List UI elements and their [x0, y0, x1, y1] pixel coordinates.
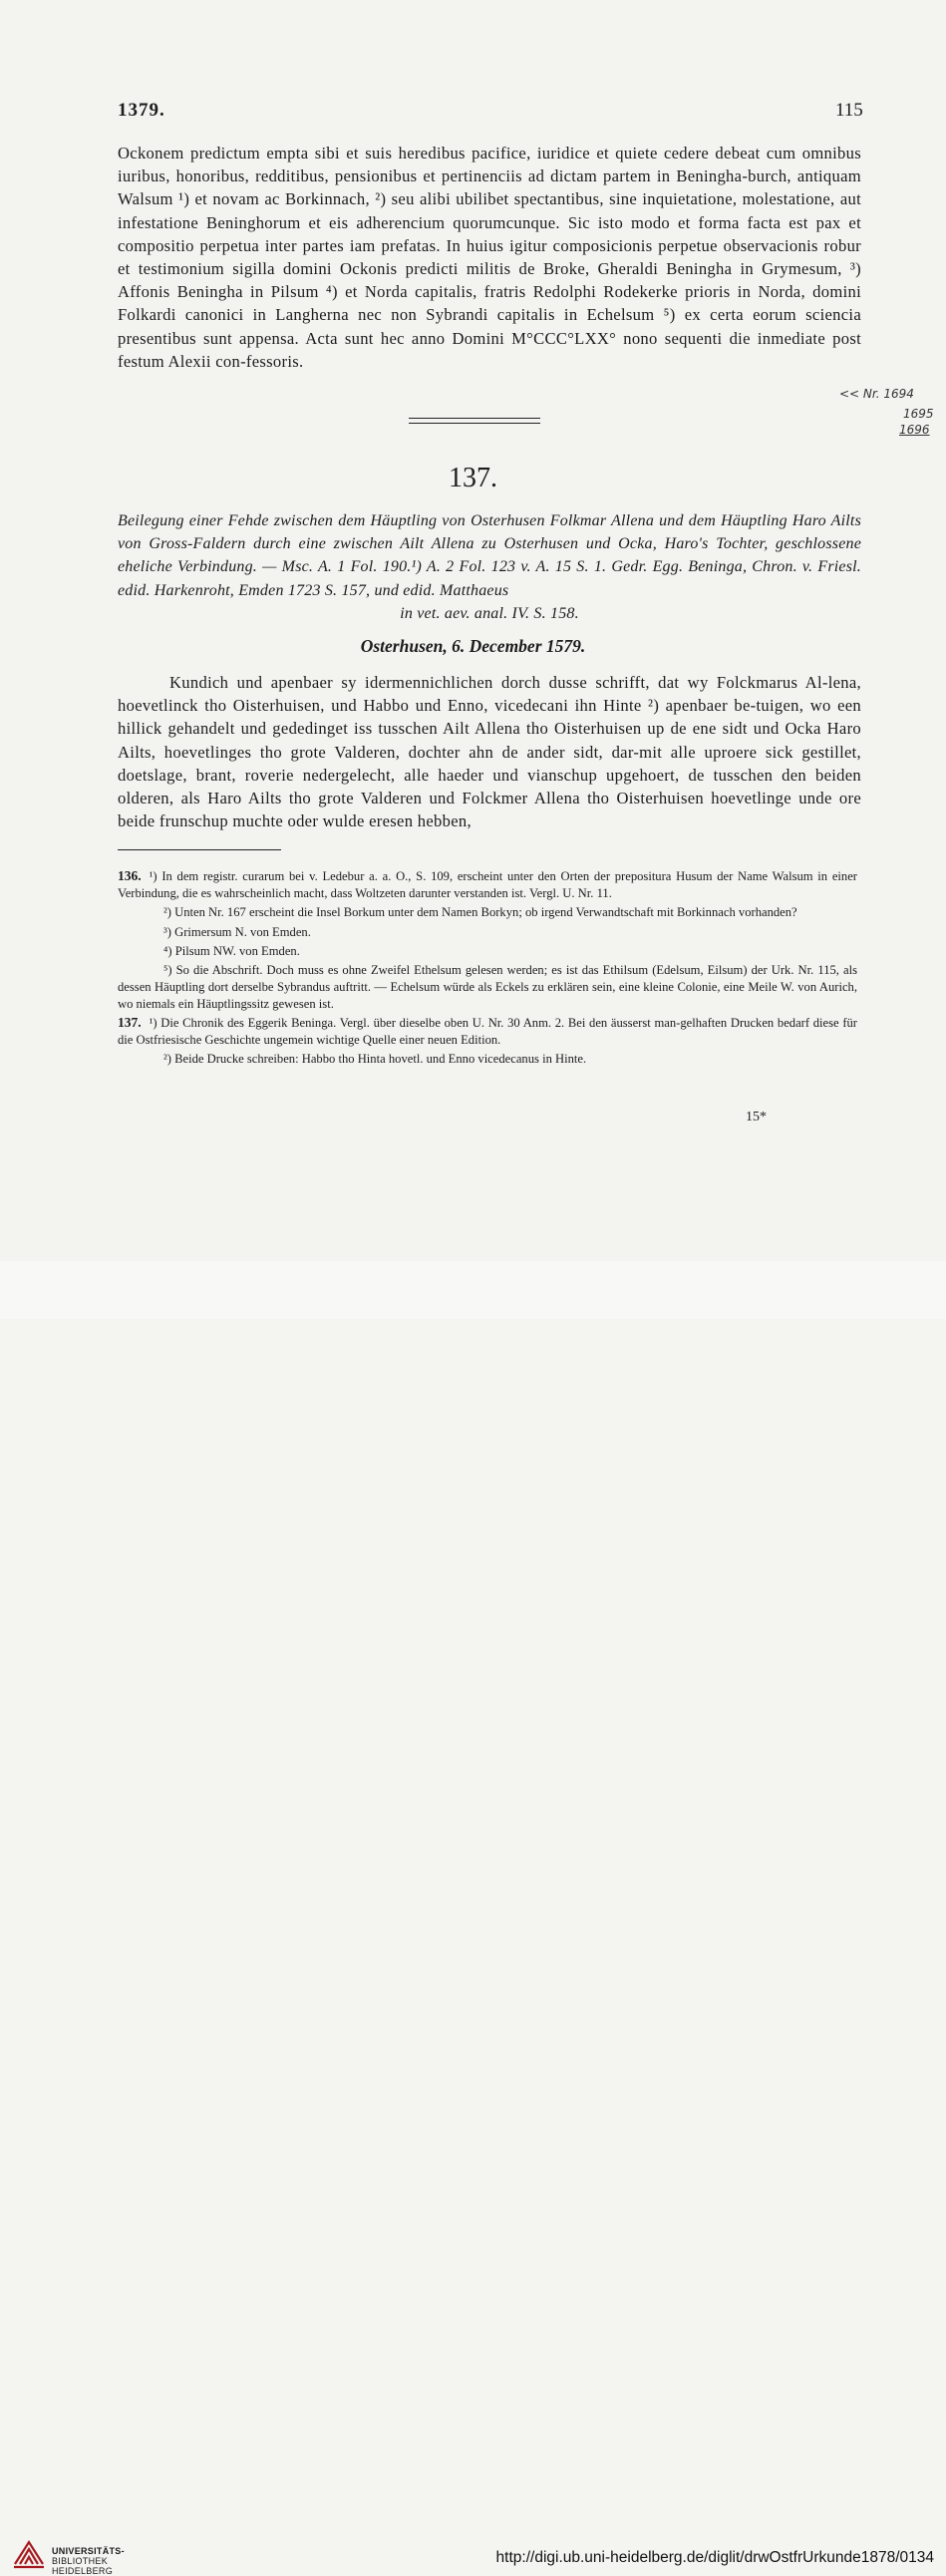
footnote-rule: [118, 849, 281, 850]
footnote-137-label: 137.: [118, 1014, 142, 1030]
margin-note-3: 1696: [899, 423, 930, 437]
library-name-line2: BIBLIOTHEK: [52, 2556, 109, 2566]
place-date-heading: Osterhusen, 6. December 1579.: [360, 636, 586, 656]
regest-last-line: in vet. aev. anal. IV. S. 158.: [400, 604, 579, 622]
footnote-136-label: 136.: [118, 868, 142, 883]
footnote-137-2: ²) Beide Drucke schreiben: Habbo tho Hinta hovetl. und Enno vicedecanus in Hinte.: [163, 1052, 587, 1067]
footnote-137-1: [118, 1014, 857, 1049]
viewer-footer: [0, 1261, 946, 2576]
footnote-136-2: ²) Unten Nr. 167 erscheint die Insel Borkum unter dem Namen Borkyn; ob irgend Verwandtschaft mit Borkinnach vorhanden?: [163, 905, 797, 920]
running-head-year: 1379.: [118, 100, 165, 121]
library-name-line1: UNIVERSITÄTS-: [52, 2546, 125, 2556]
intro-paragraph: [118, 142, 861, 373]
document-paragraph: Kundich und apenbaer sy idermennichlichen dorch dusse schrifft, dat wy Folckmarus Al-lena, hoevetlinck tho Oisterhuisen, und Habbo und Enno, vicedecani ihn Hinte ²) apenbaer be-tuigen, wo een hillick gehandelt und gededinget iss tusschen Ailt Allena tho Oisterhuisen up de ene sidt und Ocka Haro Ailts, hoevetlinges tho grote Valderen, dochter ahn de ander sidt, dar-mit alle uproere sick gestillet, doetslage, brant, roverie nedergelecht, alle haeder und vianschup upgehoert, de tusschen den beiden olderen, als Haro Ailts tho grote Valderen und Folckmer Allena tho Oisterhuisen hoevetlinge unde ore beide frunschup muchte oder wulde eresen hebben,: [118, 673, 861, 831]
footnote-136-3: ³) Grimersum N. von Emden.: [163, 924, 311, 939]
page-number: 115: [835, 100, 863, 121]
footnotes: [118, 867, 857, 1068]
library-name[interactable]: [52, 2546, 125, 2576]
regest: [118, 509, 861, 625]
footnote-136-5: ⁵) So die Abschrift. Doch muss es ohne Zweifel Ethelsum gelesen werden; es ist das Ethilsum (Edelsum, Eilsum) der Urk. Nr. 115, als dessen Häuptling dort derselbe Sybrandus auftritt. — Echelsum würde als Eckels zu erklären sein, eine kleine Colonie, eine Meile W. von Aurich, wo niemals ein Häuptlingssitz gewesen ist.: [118, 963, 857, 1012]
margin-note-1: << Nr. 1694: [839, 387, 914, 401]
permalink-url[interactable]: http://digi.ub.uni-heidelberg.de/diglit/drwOstfrUrkunde1878/0134: [495, 2549, 934, 2566]
footnote-136-1-text: ¹) In dem registr. curarum bei v. Ledebur a. a. O., S. 109, erscheint unter den Orten der prepositura Husum der Name Walsum in einer Verbindung, die es wahrscheinlich macht, dass Woltzeten darunter verstanden ist. Vergl. U. Nr. 11.: [118, 869, 857, 901]
section-divider-bottom: [409, 423, 540, 424]
footnote-136-4: ⁴) Pilsum NW. von Emden.: [163, 943, 300, 958]
library-name-line3: HEIDELBERG: [52, 2566, 114, 2576]
scanned-page: [0, 0, 946, 1261]
signature-mark: 15*: [746, 1110, 767, 1125]
library-logo-icon[interactable]: [12, 2536, 46, 2570]
intro-text: Ockonem predictum empta sibi et suis heredibus pacifice, iuridice et quiete cedere debeat cum omnibus iuribus, honoribus, redditibus, pensionibus et pertinenciis ad dictam partem in Beningha-burch, antiquam Walsum ¹) et novam ac Borkinnach, ²) seu alibi ubilibet spectantibus, sine inquietatione, molestatione, aut infestatione Beninghorum et eis adherencium quorumcunque. Sic isto modo et forma facta est pax et compositio perpetua inter partes iam prefatas. In huius igitur composicionis perpetue observacionis robur et testimonium sigilla domini Ockonis predicti militis de Broke, Gheraldi Beningha in Grymesum, ³) Affonis Beningha in Pilsum ⁴) et Norda capitalis, fratris Redolphi Rodekerke prioris in Norda, domini Folkardi canonici in Langherna nec non Sybrandi capitalis in Echelsum ⁵) ex certa eorum sciencia presentibus sunt appensa. Acta sunt hec anno Domini M°CCC°LXX° nono sequenti die inmediate post festum Alexii con-fessoris.: [118, 144, 861, 371]
margin-note-2: 1695: [903, 407, 934, 421]
document-number: 137.: [449, 463, 497, 493]
section-divider-top: [409, 418, 540, 419]
footnote-137-1-text: ¹) Die Chronik des Eggerik Beninga. Vergl. über dieselbe oben U. Nr. 30 Anm. 2. Bei den äusserst man-gelhaften Drucken bedarf diese für die Ostfriesische Geschichte ungemein wichtige Quelle einer neuen Edition.: [118, 1015, 857, 1047]
document-text: [118, 671, 861, 832]
regest-text: Beilegung einer Fehde zwischen dem Häuptling von Osterhusen Folkmar Allena und dem Häuptling Haro Ailts von Gross-Faldern durch eine zwischen Ailt Allena zu Osterhusen und Ocka, Haro's Tochter, geschlossene eheliche Verbindung. — Msc. A. 1 Fol. 190.¹) A. 2 Fol. 123 v. A. 15 S. 1. Gedr. Egg. Beninga, Chron. v. Friesl. edid. Harkenroht, Emden 1723 S. 157, und edid. Matthaeus: [118, 512, 861, 599]
footnote-136-1: [118, 867, 857, 902]
